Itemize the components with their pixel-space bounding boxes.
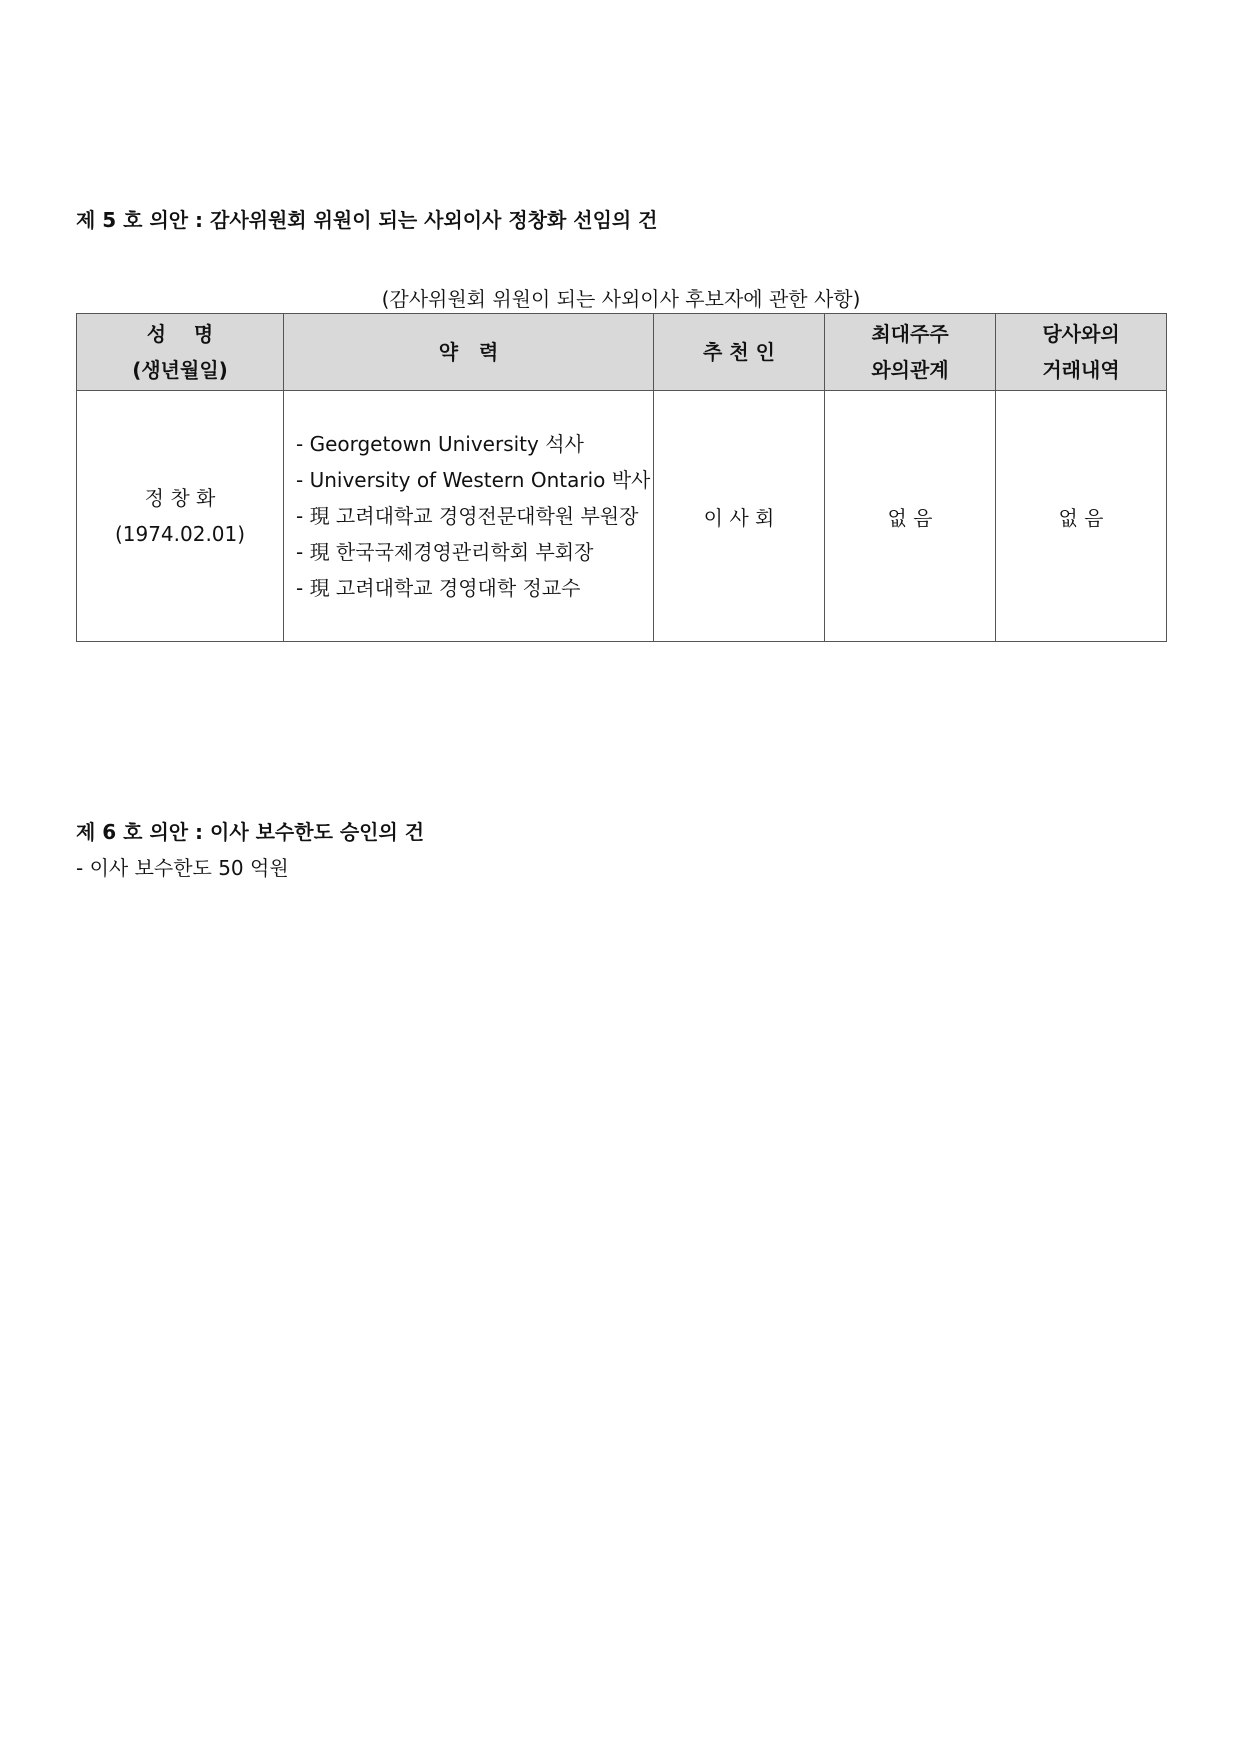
candidate-birth: (1974.02.01) <box>114 522 246 546</box>
header-recommender <box>654 314 825 391</box>
career-list <box>296 426 653 606</box>
table-row <box>77 391 1167 642</box>
header-name <box>77 314 284 391</box>
header-relation <box>825 314 996 391</box>
header-career-label: 약 력 <box>438 340 499 364</box>
cell-transactions: 없 음 <box>996 391 1167 642</box>
cell-name <box>77 391 284 642</box>
cell-career <box>284 391 654 642</box>
agenda-6-title: 제 6 호 의안 : 이사 보수한도 승인의 건 <box>76 820 425 844</box>
table-header-row <box>77 314 1167 391</box>
agenda-5-title: 제 5 호 의안 : 감사위원회 위원이 되는 사외이사 정창화 선임의 건 <box>76 208 658 232</box>
table-caption: (감사위원회 위원이 되는 사외이사 후보자에 관한 사항) <box>381 287 861 311</box>
career-item: - 現 고려대학교 경영전문대학원 부원장 <box>296 504 639 528</box>
header-relation-line2: 와의관계 <box>871 358 949 382</box>
header-relation-line1: 최대주주 <box>871 322 949 346</box>
cell-recommender: 이 사 회 <box>654 391 825 642</box>
header-transactions-line2: 거래내역 <box>1042 358 1120 382</box>
header-recommender-label: 추 천 인 <box>703 340 775 364</box>
career-item: - 現 고려대학교 경영대학 정교수 <box>296 576 581 600</box>
career-item: - 現 한국국제경영관리학회 부회장 <box>296 540 594 564</box>
career-item: - University of Western Ontario 박사 <box>296 468 651 492</box>
header-transactions-line1: 당사와의 <box>1042 322 1120 346</box>
header-transactions <box>996 314 1167 391</box>
career-item: - Georgetown University 석사 <box>296 432 584 456</box>
cell-relation: 없 음 <box>825 391 996 642</box>
header-name-line2: (생년월일) <box>132 358 228 382</box>
header-career <box>284 314 654 391</box>
header-name-line1: 성 명 <box>146 322 214 346</box>
candidate-name: 정 창 화 <box>144 486 216 510</box>
candidate-table <box>76 313 1167 642</box>
agenda-6-item: - 이사 보수한도 50 억원 <box>76 856 289 880</box>
